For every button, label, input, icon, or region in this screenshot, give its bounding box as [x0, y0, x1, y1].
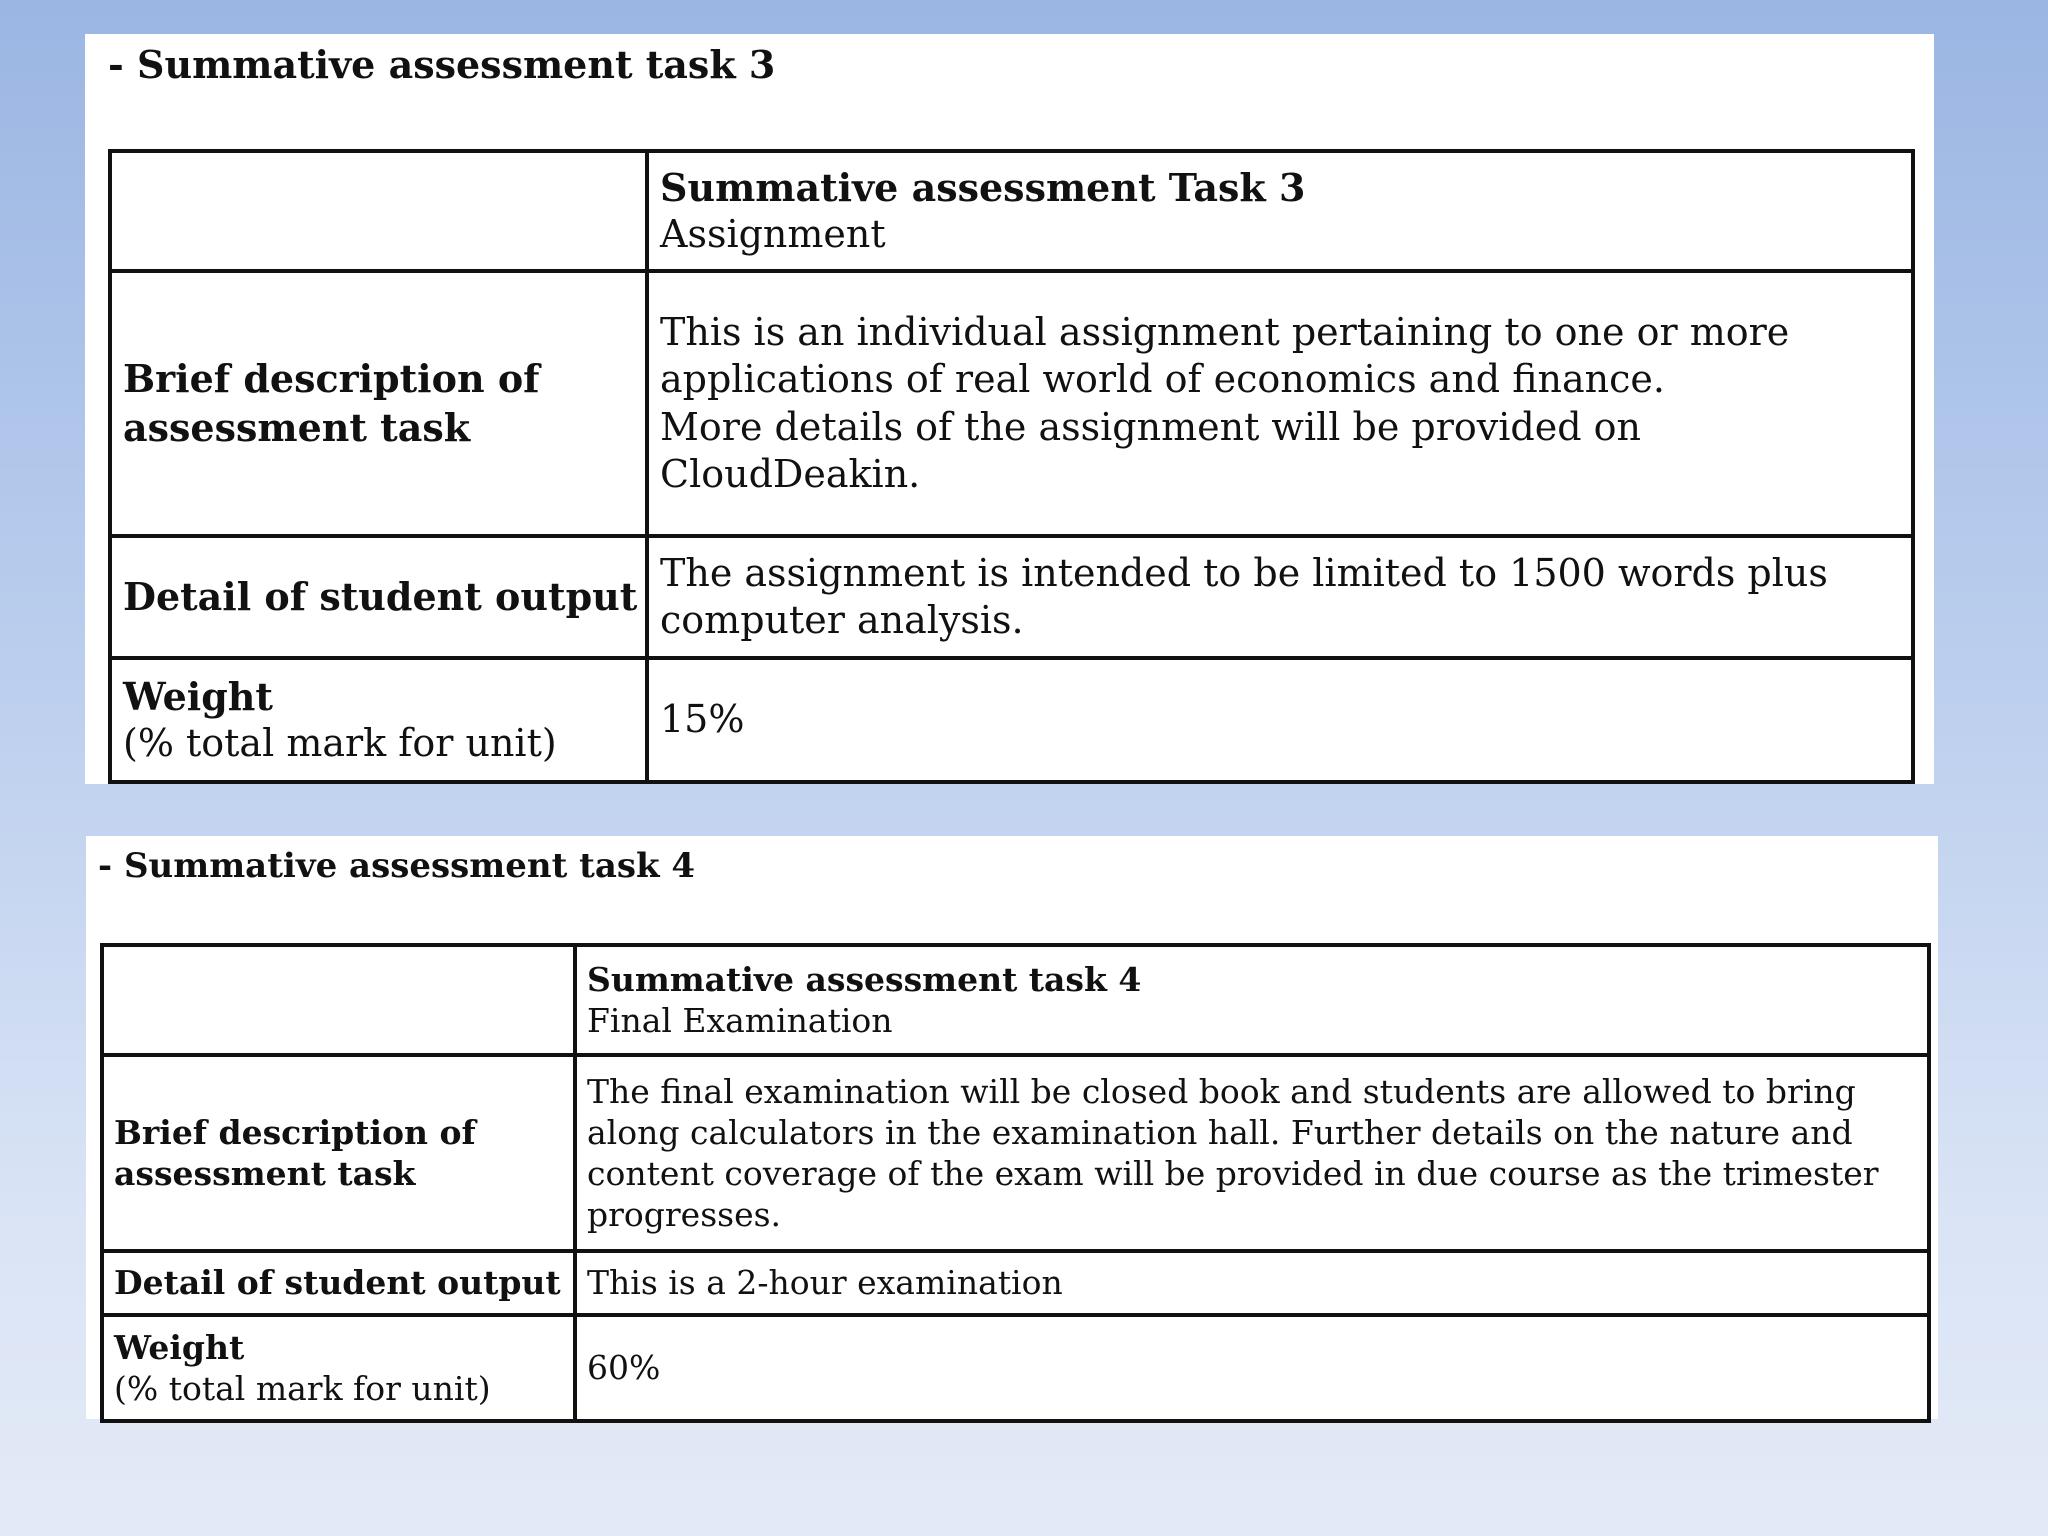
- task3-output-value-cell: [647, 536, 1913, 658]
- task4-weight-label-cell: [102, 1315, 575, 1421]
- task4-brief-label-cell: [102, 1055, 575, 1251]
- task3-output-value: The assignment is intended to be limited to 1500 words plus computer analysis.: [660, 550, 1828, 642]
- task3-weight-value: 15%: [660, 697, 745, 742]
- task3-weight-label: Weight: [123, 673, 273, 719]
- task4-output-row: [102, 1251, 1929, 1315]
- task4-weight-sub: (% total mark for unit): [114, 1369, 491, 1408]
- task3-brief-value-cell: [647, 271, 1913, 536]
- task4-header-empty-cell: [102, 945, 575, 1055]
- task3-output-label: Detail of student output: [123, 573, 638, 619]
- task4-panel: [86, 836, 1938, 1419]
- task3-header-subtitle: Assignment: [660, 212, 886, 256]
- task4-weight-value-cell: [575, 1315, 1929, 1421]
- task3-header-row: [110, 151, 1913, 271]
- task3-section-heading: - Summative assessment task 3: [108, 42, 776, 87]
- task3-weight-row: [110, 658, 1913, 782]
- task4-header-row: [102, 945, 1929, 1055]
- task3-header-empty-cell: [110, 151, 647, 271]
- task4-brief-label: Brief description of assessment task: [114, 1112, 476, 1193]
- task4-section-heading: - Summative assessment task 4: [98, 846, 696, 886]
- task4-weight-label: Weight: [114, 1327, 245, 1367]
- task4-output-label: Detail of student output: [114, 1263, 561, 1303]
- task4-header-subtitle: Final Examination: [587, 1001, 893, 1040]
- task3-brief-text-2: More details of the assignment will be provided on CloudDeakin.: [660, 404, 1641, 496]
- task3-weight-value-cell: [647, 658, 1913, 782]
- task3-brief-label-cell: [110, 271, 647, 536]
- task3-weight-sub: (% total mark for unit): [123, 721, 557, 765]
- task3-brief-label: Brief description of assessment task: [123, 356, 540, 450]
- task4-output-label-cell: [102, 1251, 575, 1315]
- task4-weight-value: 60%: [587, 1348, 661, 1388]
- task4-brief-value-cell: [575, 1055, 1929, 1251]
- task4-output-value-cell: [575, 1251, 1929, 1315]
- task3-output-label-cell: [110, 536, 647, 658]
- task4-brief-row: [102, 1055, 1929, 1251]
- task3-table: [108, 149, 1915, 784]
- task3-brief-row: [110, 271, 1913, 536]
- task3-brief-text-1: This is an individual assignment pertaining to one or more applications of real world of economics and finance.: [660, 309, 1790, 401]
- task3-header-title: Summative assessment Task 3: [660, 164, 1306, 210]
- task3-header-cell: [647, 151, 1913, 271]
- task4-brief-value: The final examination will be closed book and students are allowed to bring along calculators in the examination hall. Further details on the nature and content coverage of the exam will be provided in due course as the trimester progresses.: [587, 1071, 1879, 1235]
- task4-output-value: This is a 2-hour examination: [587, 1263, 1063, 1303]
- task4-header-title: Summative assessment task 4: [587, 959, 1142, 999]
- task3-output-row: [110, 536, 1913, 658]
- task3-weight-label-cell: [110, 658, 647, 782]
- task4-weight-row: [102, 1315, 1929, 1421]
- task4-table: [100, 943, 1931, 1423]
- task3-panel: [85, 34, 1934, 784]
- task4-header-cell: [575, 945, 1929, 1055]
